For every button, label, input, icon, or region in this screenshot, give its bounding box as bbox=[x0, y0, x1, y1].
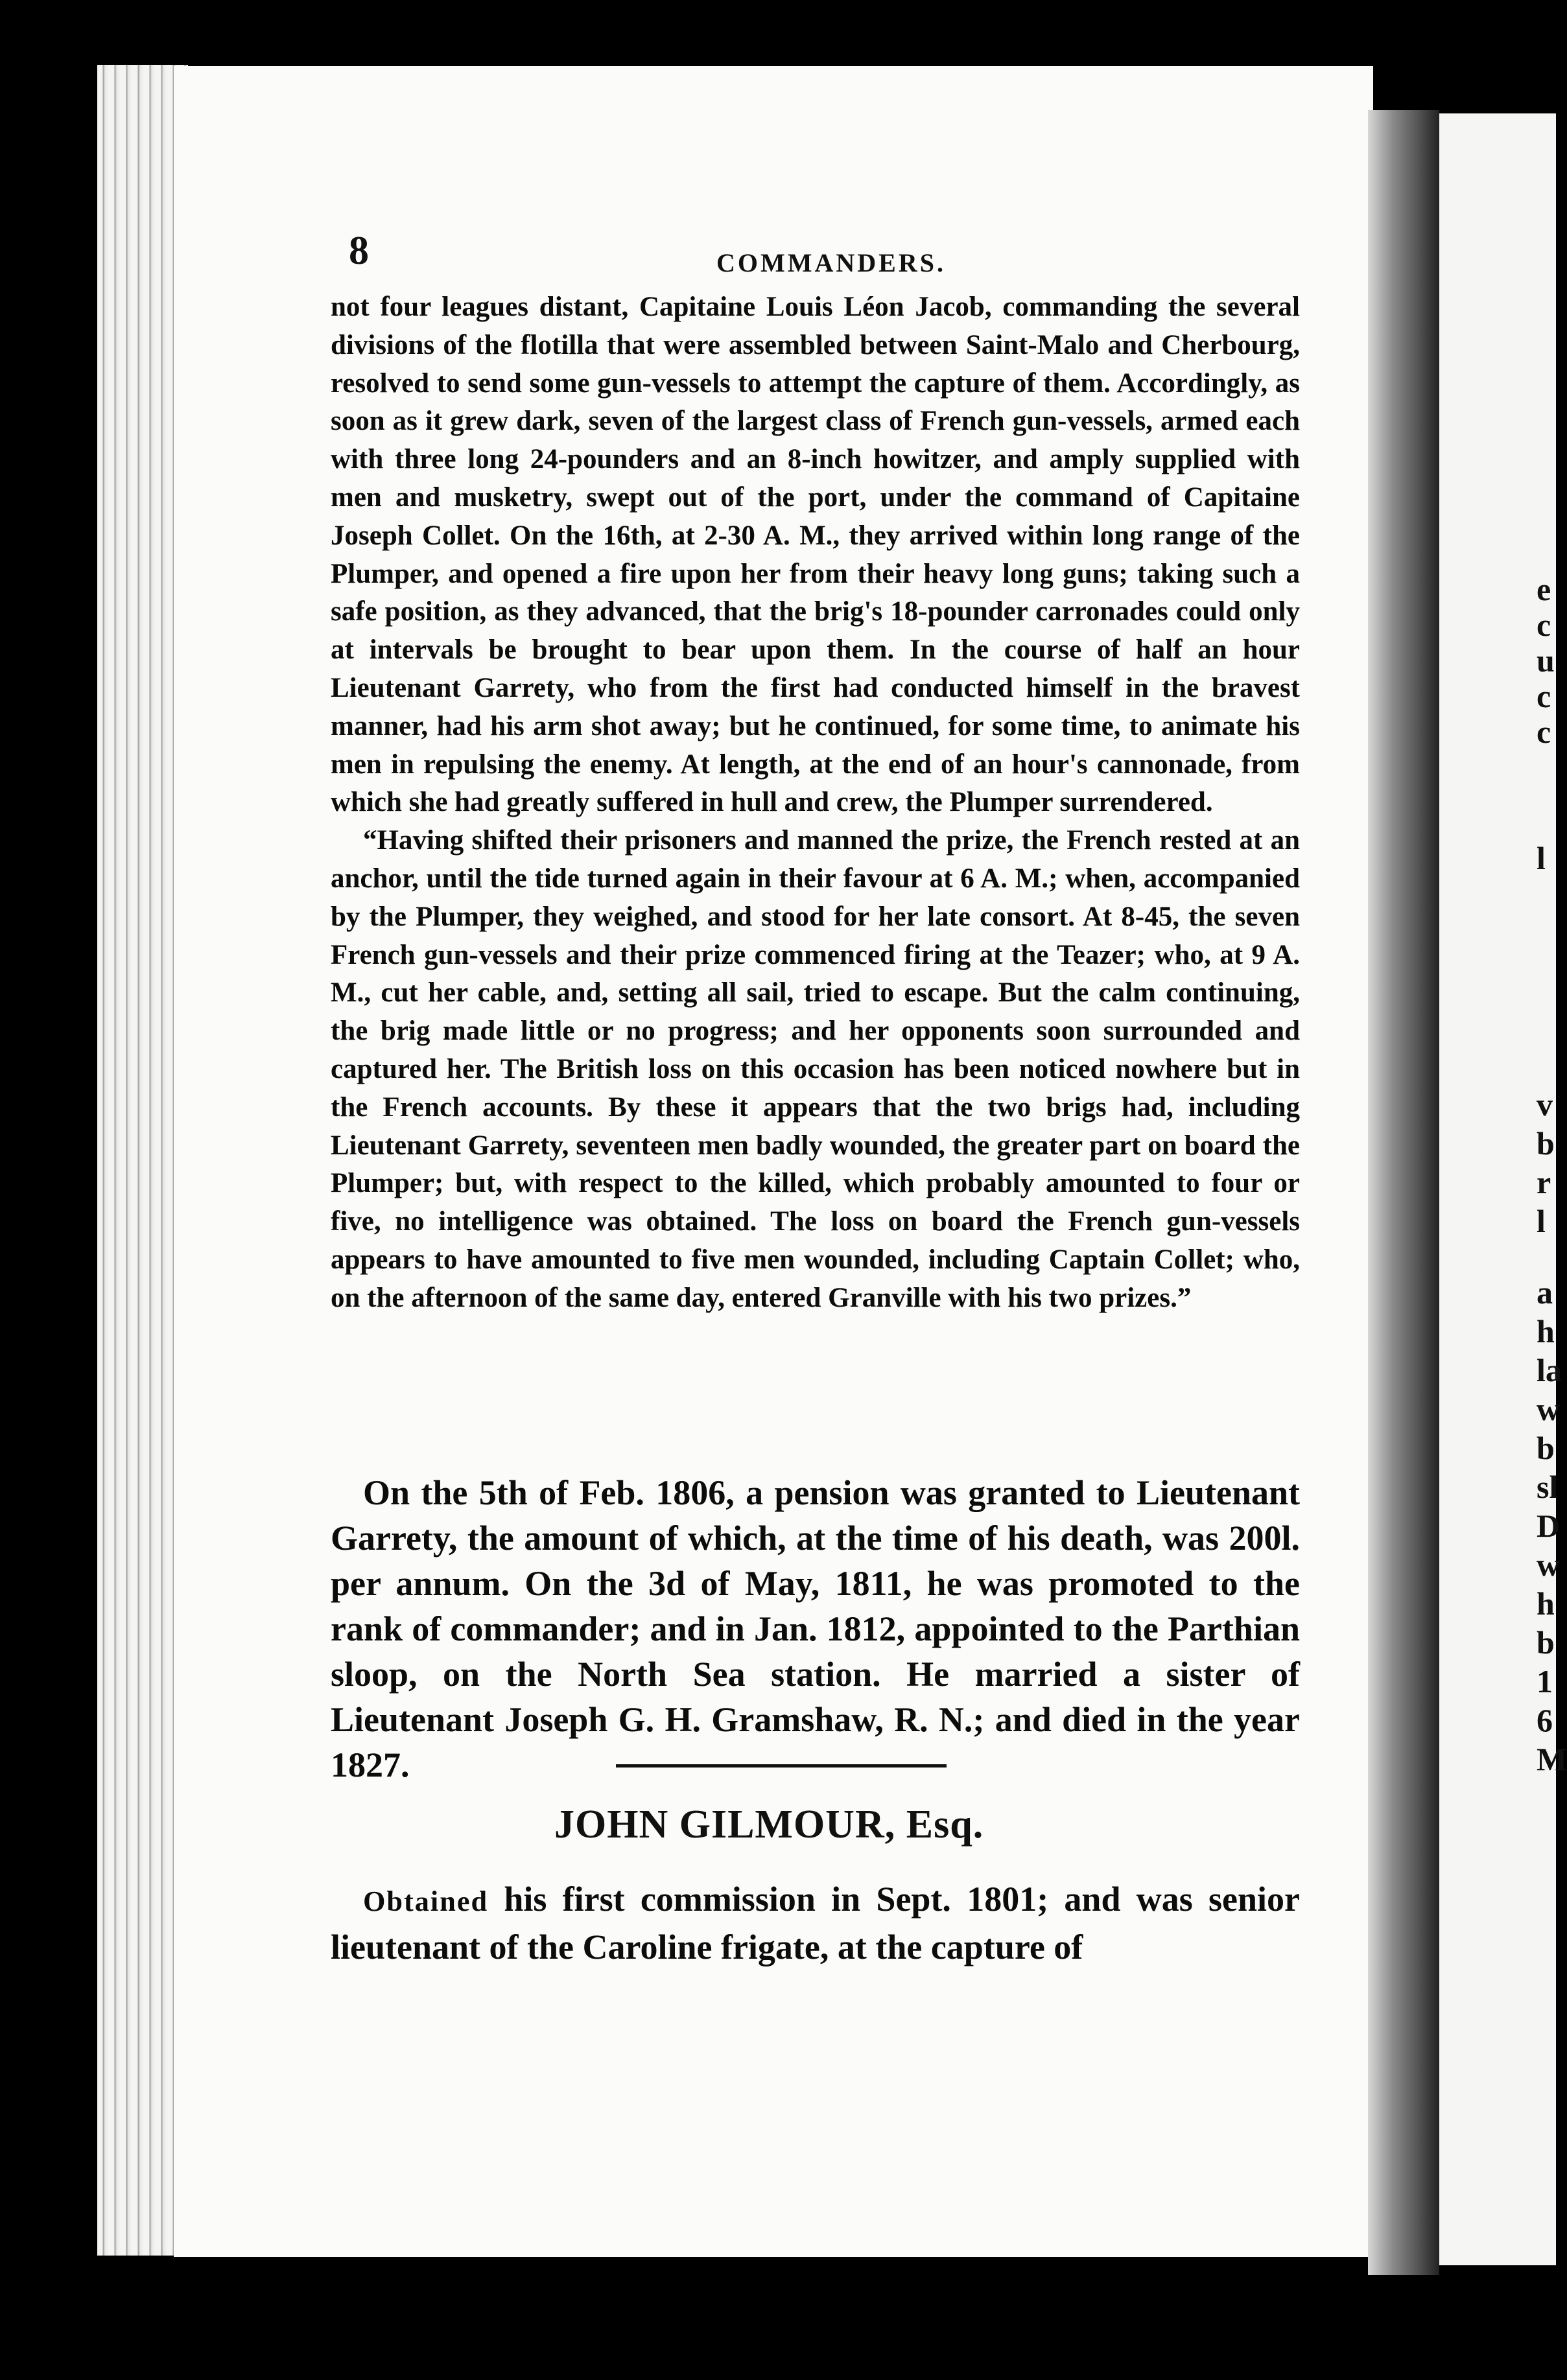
gutter-shadow bbox=[1368, 110, 1439, 2275]
facing-fragment: 6 bbox=[1537, 1702, 1553, 1738]
facing-fragment: v bbox=[1537, 1086, 1553, 1123]
body-text bbox=[331, 288, 1300, 1318]
pension-paragraph-block bbox=[331, 1470, 1300, 1788]
pension-paragraph: On the 5th of Feb. 1806, a pension was granted to Lieutenant Garrety, the amount of which, at the time of his death, was 200l. per annum. On the 3d of May, 1811, he was promoted to the rank of commander; and in Jan. 1812, appointed to the Parthian sloop, on the North Sea station. He married a sister of Lieutenant Joseph G. H. Gramshaw, R. N.; and died in the year 1827. bbox=[331, 1473, 1300, 1784]
facing-fragment: u bbox=[1537, 642, 1555, 679]
facing-fragment: b bbox=[1537, 1125, 1555, 1161]
facing-fragment: M bbox=[1537, 1741, 1567, 1777]
facing-fragment: la bbox=[1537, 1352, 1562, 1388]
facing-fragment: c bbox=[1537, 678, 1551, 714]
quoted-paragraph: “Having shifted their prisoners and manned the prize, the French rested at an anchor, until the tide turned again in their favour at 6 A. M.; when, accompanied by the Plumper, they weighed, and stood for her late consort. At 8-45, the seven French gun-vessels and their prize commenced firing at the Teazer; who, at 9 A. M., cut her cable, and, setting all sail, tried to escape. But the calm continuing, the brig made little or no progress; and her opponents soon surrounded and captured her. The British loss on this occasion has been noticed nowhere but in the French accounts. By these it appears that the two brigs had, including Lieutenant Garrety, seventeen men badly wounded, the greater part on board the Plumper; but, with respect to the killed, which probably amounted to four or five, no intelligence was obtained. The loss on board the French gun-vessels appears to have amounted to five men wounded, including Captain Collet; who, on the afternoon of the same day, entered Granville with his two prizes.” bbox=[331, 825, 1300, 1313]
facing-fragment: e bbox=[1537, 571, 1551, 607]
facing-fragment: l bbox=[1537, 840, 1546, 876]
facing-fragment: sl bbox=[1537, 1469, 1559, 1505]
entry-opening-block bbox=[331, 1876, 1300, 1970]
facing-fragment: w bbox=[1537, 1391, 1561, 1427]
facing-fragment: r bbox=[1537, 1164, 1551, 1200]
entry-opening bbox=[331, 1876, 1300, 1970]
facing-fragment: D bbox=[1537, 1508, 1561, 1544]
facing-fragment: b bbox=[1537, 1624, 1555, 1661]
section-divider bbox=[616, 1764, 947, 1768]
entry-opening-text: his first commission in Sept. 1801; and was senior lieutenant of the Caroline frigate, at the capture of bbox=[331, 1880, 1300, 1966]
lead-word: Obtained bbox=[363, 1885, 489, 1917]
paragraph: not four leagues distant, Capitaine Louis Léon Jacob, commanding the several divisions of the flotilla that were assembled between Saint-Malo and Cherbourg, resolved to send some gun-vessels to attempt the capture of them. Accordingly, as soon as it grew dark, seven of the largest class of French gun-vessels, armed each with three long 24-pounders and an 8-inch howitzer, and amply supplied with men and musketry, swept out of the port, under the command of Capitaine Joseph Collet. On the 16th, at 2-30 A. M., they arrived within long range of the Plumper, and opened a fire upon her from their heavy long guns; taking such a safe position, as they advanced, that the brig's 18-pounder carronades could only at intervals be brought to bear upon them. In the course of half an hour Lieutenant Garrety, who from the first had conducted himself in the bravest manner, had his arm shot away; but he continued, for some time, to animate his men in repulsing the enemy. At length, at the end of an hour's cannonade, from which she had greatly suffered in hull and crew, the Plumper surrendered. bbox=[331, 292, 1300, 818]
facing-fragment: w bbox=[1537, 1546, 1561, 1583]
facing-fragment: h bbox=[1537, 1585, 1555, 1622]
facing-fragment: a bbox=[1537, 1274, 1553, 1311]
facing-fragment: b bbox=[1537, 1430, 1555, 1466]
entry-title: JOHN GILMOUR, Esq. bbox=[554, 1802, 984, 1847]
facing-page bbox=[1439, 113, 1567, 2265]
facing-fragment: l bbox=[1537, 1203, 1546, 1239]
facing-fragment: 1 bbox=[1537, 1663, 1553, 1699]
running-head: COMMANDERS. bbox=[716, 248, 946, 277]
facing-fragment: c bbox=[1537, 714, 1551, 750]
facing-fragment: h bbox=[1537, 1313, 1555, 1349]
page-number: 8 bbox=[349, 229, 369, 273]
facing-fragment: c bbox=[1537, 607, 1551, 643]
